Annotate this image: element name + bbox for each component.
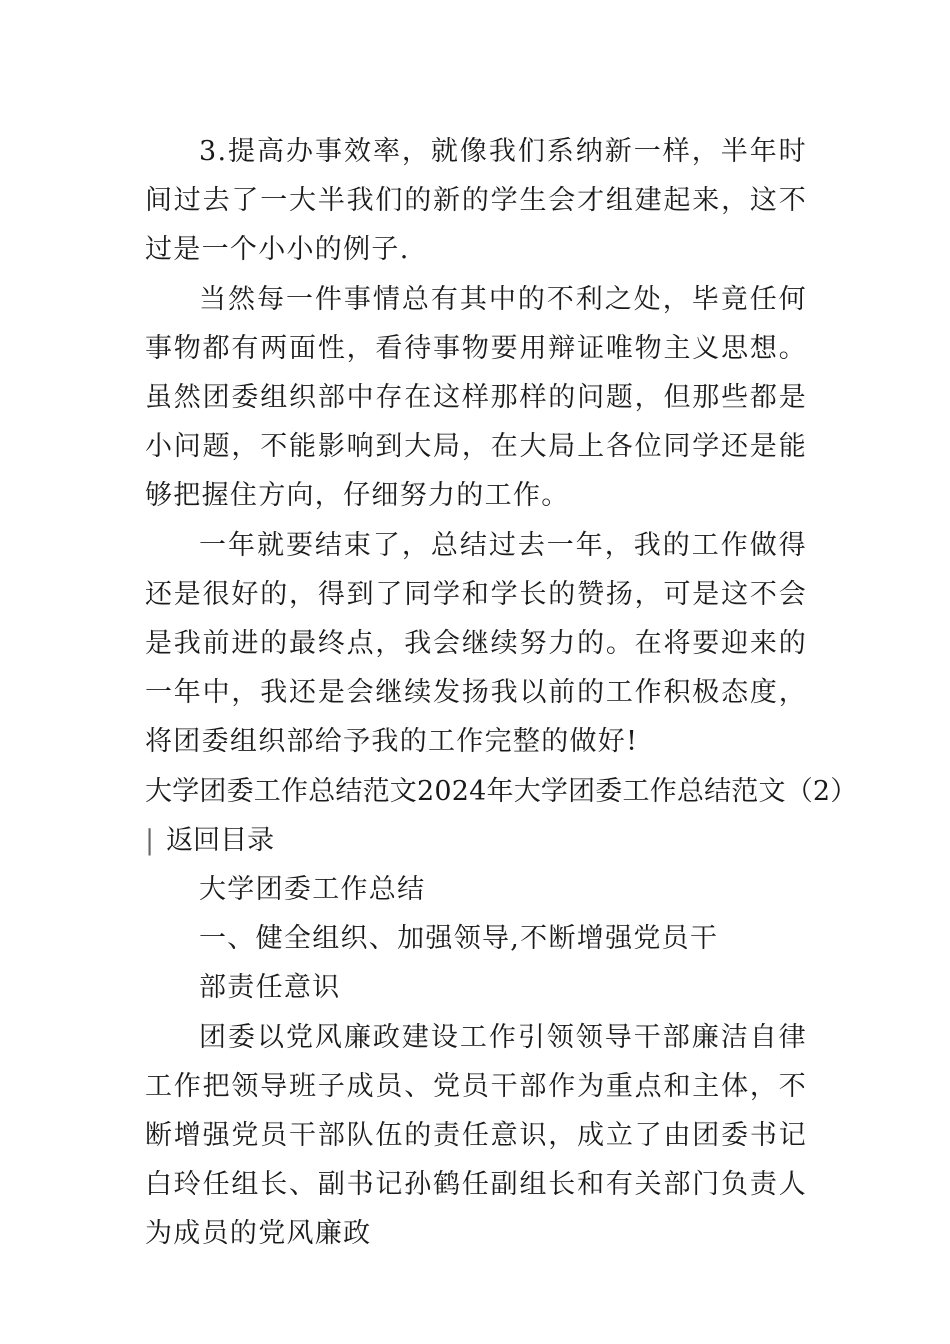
article-title: 大学团委工作总结范文2024年大学团委工作总结范文（2） [145, 775, 858, 807]
section-heading-line2: 部责任意识 [199, 972, 341, 1004]
paragraph-drawbacks: 当然每一件事情总有其中的不利之处，毕竟任何事物都有两面性，看待事物要用辩证唯物主义思想。虽然团委组织部中存在这样那样的问题，但那些都是小问题，不能影响到大局，在大局上各位同学还是能够把握住方向，仔细努力的工作。 [145, 283, 807, 512]
paragraph-efficiency: 3.提高办事效率，就像我们系纳新一样，半年时间过去了一大半我们的新的学生会才组建起来，这不过是一个小小的例子. [145, 136, 807, 266]
document-page [145, 127, 858, 1259]
nav-separator: | [145, 824, 155, 856]
toc-nav [145, 816, 807, 865]
paragraph-year-end: 一年就要结束了，总结过去一年，我的工作做得还是很好的，得到了同学和学长的赞扬，可是这不会是我前进的最终点，我会继续努力的。在将要迎来的一年中，我还是会继续发扬我以前的工作积极态度，将团委组织部给予我的工作完整的做好! [145, 529, 807, 758]
section-title: 大学团委工作总结 [199, 874, 426, 906]
section-heading-line1: 一、健全组织、加强领导,不断增强党员干 [199, 923, 719, 955]
back-to-toc-link[interactable]: 返回目录 [166, 824, 275, 856]
paragraph-party-building: 团委以党风廉政建设工作引领领导干部廉洁自律工作把领导班子成员、党员干部作为重点和主体，不断增强党员干部队伍的责任意识，成立了由团委书记白玲任组长、副书记孙鹤任副组长和有关部门负责人为成员的党风廉政 [145, 1021, 807, 1250]
